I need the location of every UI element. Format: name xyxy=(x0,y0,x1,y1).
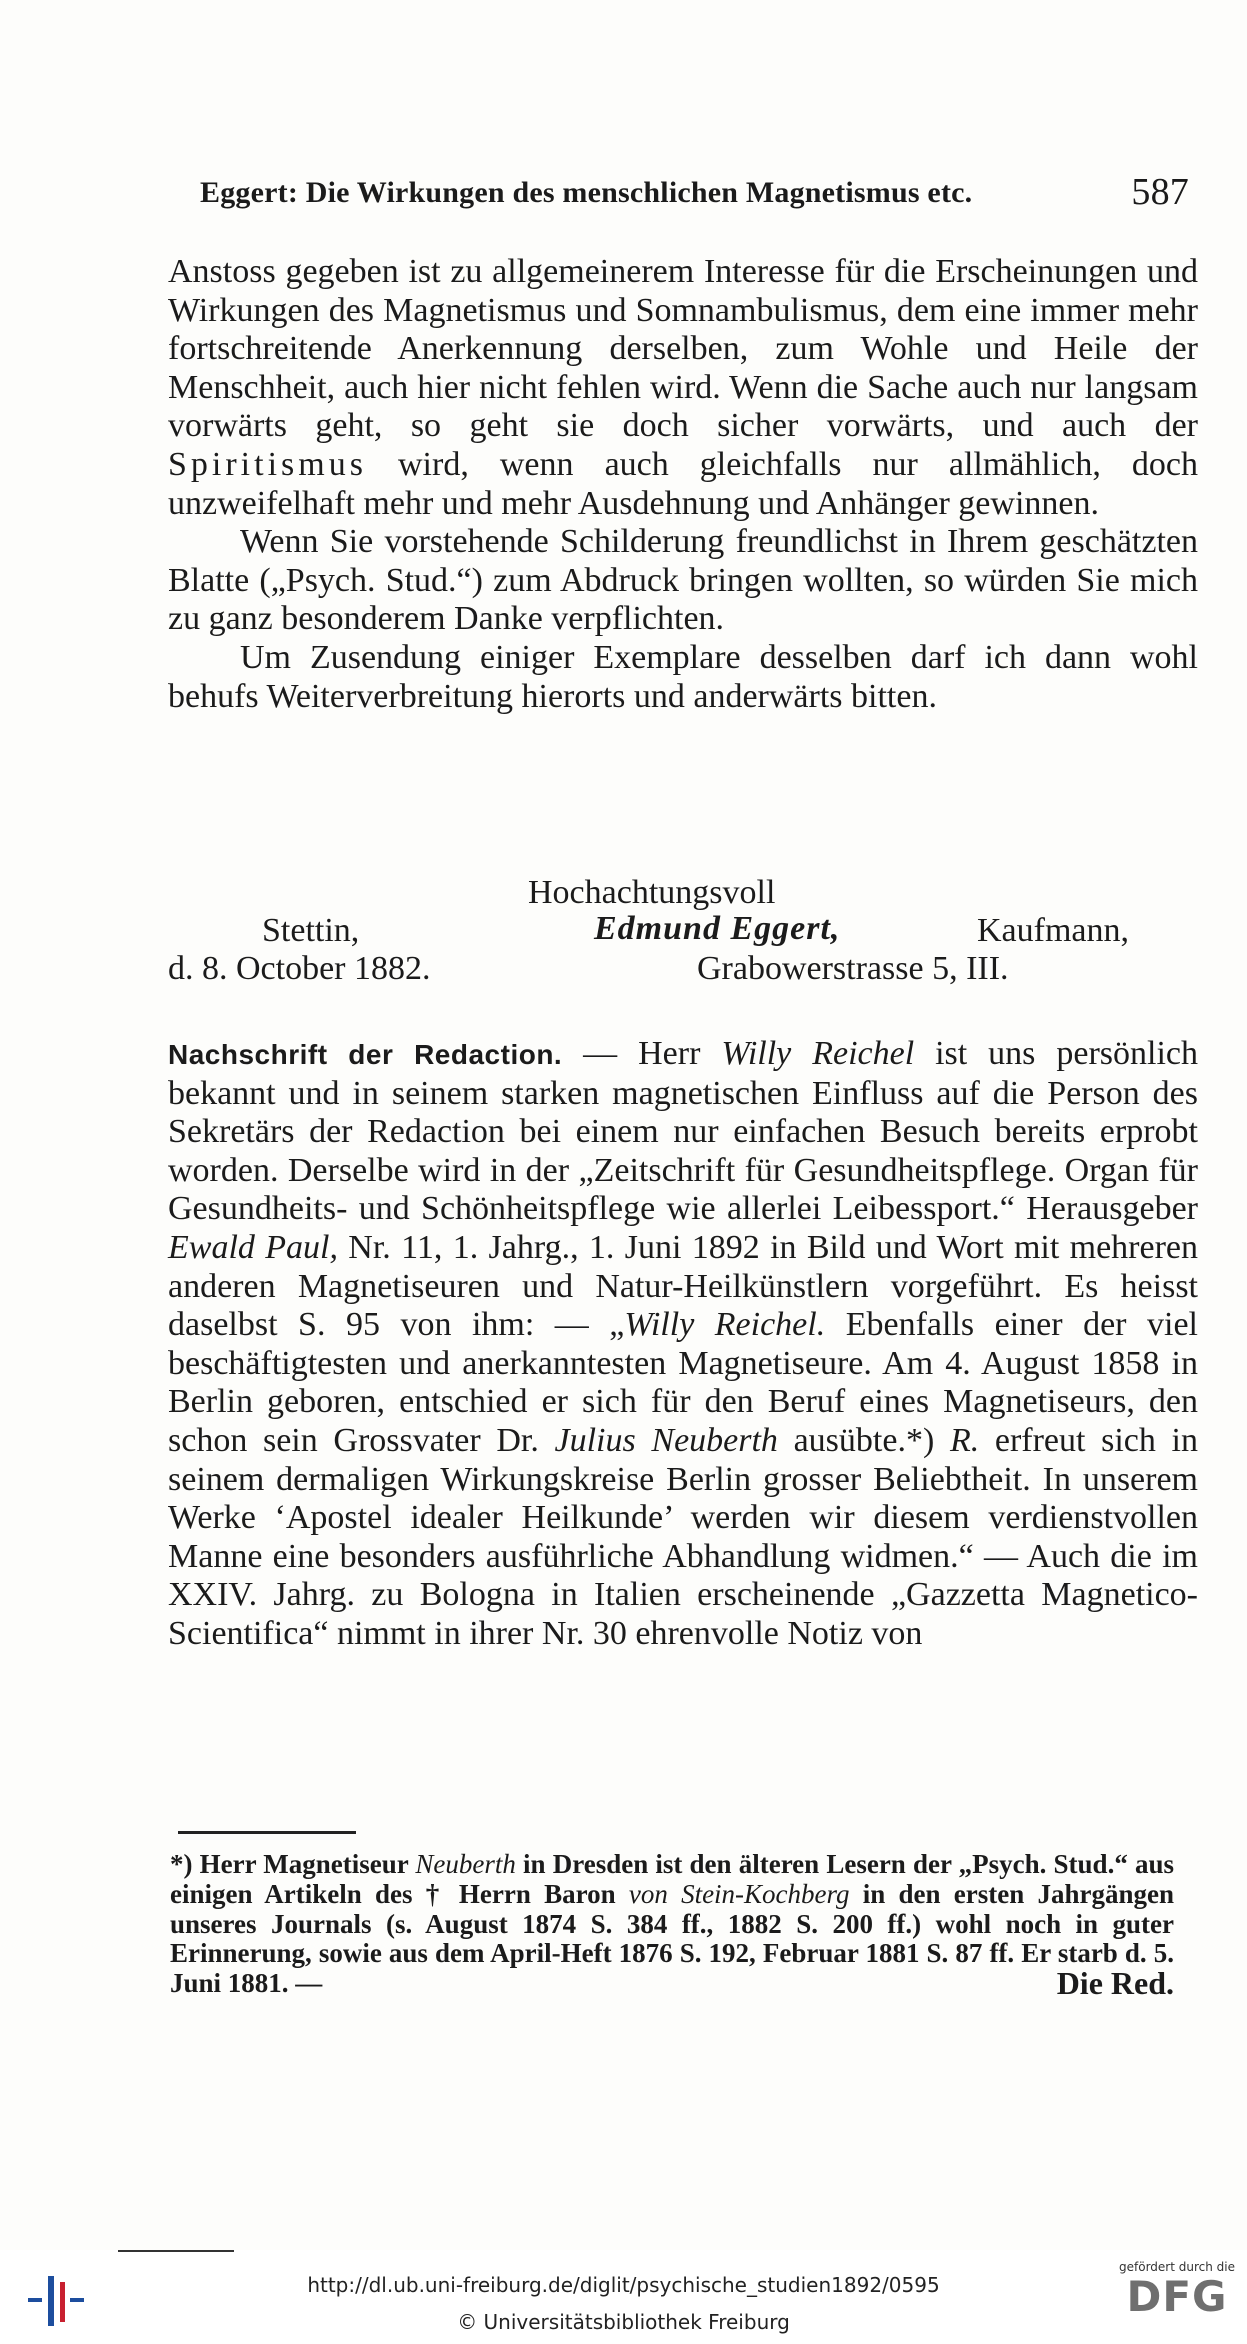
letter-paragraph-1: Anstoss gegeben ist zu allgemeinerem Interesse für die Erscheinungen und Wirkungen des Magnetismus und Somnambulismus, dem eine immer mehr fortschreitende Anerkennung derselben, zum Wohle und Heile der Menschheit, auch hier nicht fehlen wird. Wenn die Sache auch nur langsam vorwärts geht, so geht sie doch sicher vorwärts, und auch der Spiritismus wird, wenn auch gleichfalls nur allmählich, doch unzweifelhaft mehr und mehr Ausdehnung und Anhänger gewinnen. xyxy=(168,253,1198,522)
footnote: *) Herr Magnetiseur Neuberth in Dresden ist den älteren Lesern der „Psych. Stud.“ aus einigen Artikeln des † Herrn Baron von Stein-Kochberg in den ersten Jahrgängen unseres Journals (s. August 1874 S. 384 ff., 1882 S. 200 ff.) wohl noch in guter Erinnerung, sowie aus dem April-Heft 1876 S. 192, Februar 1881 S. 87 ff. Er starb d. 5. Juni 1881. — Die Red. xyxy=(170,1849,1174,2002)
page-number: 587 xyxy=(1131,171,1189,213)
address: Grabowerstrasse 5, III. xyxy=(697,950,1009,987)
place: Stettin, xyxy=(262,912,360,949)
letter-paragraph-3: Um Zusendung einiger Exemplare desselben darf ich dann wohl behufs Weiterverbreitung hierorts und anderwärts bitten. xyxy=(168,638,1198,715)
dfg-wordmark: DFG xyxy=(1126,2272,1228,2321)
spaced-word: Spiritismus xyxy=(168,445,367,483)
dfg-tagline: gefördert durch die xyxy=(1119,2260,1235,2274)
letter-date: d. 8. October 1882. xyxy=(168,950,431,987)
copyright-text: © Universitätsbibliothek Freiburg xyxy=(457,2310,790,2334)
viewer-footer xyxy=(0,2252,1247,2344)
footnote-signoff: Die Red. xyxy=(1056,1965,1174,2002)
occupation: Kaufmann, xyxy=(977,912,1130,949)
letter-text xyxy=(168,253,1198,716)
postscript-text xyxy=(168,1035,1198,1654)
letter-paragraph-2: Wenn Sie vorstehende Schilderung freundlichst in Ihrem geschätzten Blatte („Psych. Stud.“) zum Abdruck bringen wollten, so würden Sie mich zu ganz besonderem Danke verpflichten. xyxy=(168,523,1198,638)
signature: Edmund Eggert, xyxy=(594,910,841,947)
dfg-logo xyxy=(1117,2260,1237,2340)
running-title: Eggert: Die Wirkungen des menschlichen Magnetismus etc. xyxy=(200,176,973,209)
postscript-paragraph: Nachschrift der Redaction. — Herr Willy Reichel ist uns persönlich bekannt und in seinem starken magnetischen Einfluss auf die Person des Sekretärs der Redaction bei einem nur einfachen Besuch bereits erprobt worden. Derselbe wird in der „Zeitschrift für Gesundheitspflege. Organ für Gesundheits- und Schönheitspflege wie allerlei Leibessport.“ Herausgeber Ewald Paul, Nr. 11, 1. Jahrg., 1. Juni 1892 in Bild und Wort mit mehreren anderen Magnetiseuren und Natur-Heilkünstlern vorgeführt. Es heisst daselbst S. 95 von ihm: — „Willy Reichel. Ebenfalls einer der viel beschäftigtesten und anerkanntesten Magnetiseure. Am 4. August 1858 in Berlin geboren, entschied er sich für den Beruf eines Magnetiseurs, den schon sein Grossvater Dr. Julius Neuberth ausübte.*) R. erfreut sich in seinem dermaligen Wirkungskreise Berlin grosser Beliebtheit. In unserem Werke ‘Apostel idealer Heilkunde’ werden wir diesem verdienstvollen Manne eine besonders ausführliche Abhandlung widmen.“ — Auch die im XXIV. Jahrg. zu Bologna in Italien erscheinende „Gazzetta Magnetico-Scientifica“ nimmt in ihrer Nr. 30 ehrenvolle Notiz von xyxy=(168,1035,1199,1652)
salutation: Hochachtungsvoll xyxy=(528,874,776,911)
footnote-rule xyxy=(178,1831,356,1834)
source-url-link[interactable]: http://dl.ub.uni-freiburg.de/diglit/psychische_studien1892/0595 xyxy=(307,2273,940,2297)
postscript-lead: Nachschrift der Redaction. xyxy=(168,1039,563,1070)
running-header xyxy=(200,170,1200,220)
